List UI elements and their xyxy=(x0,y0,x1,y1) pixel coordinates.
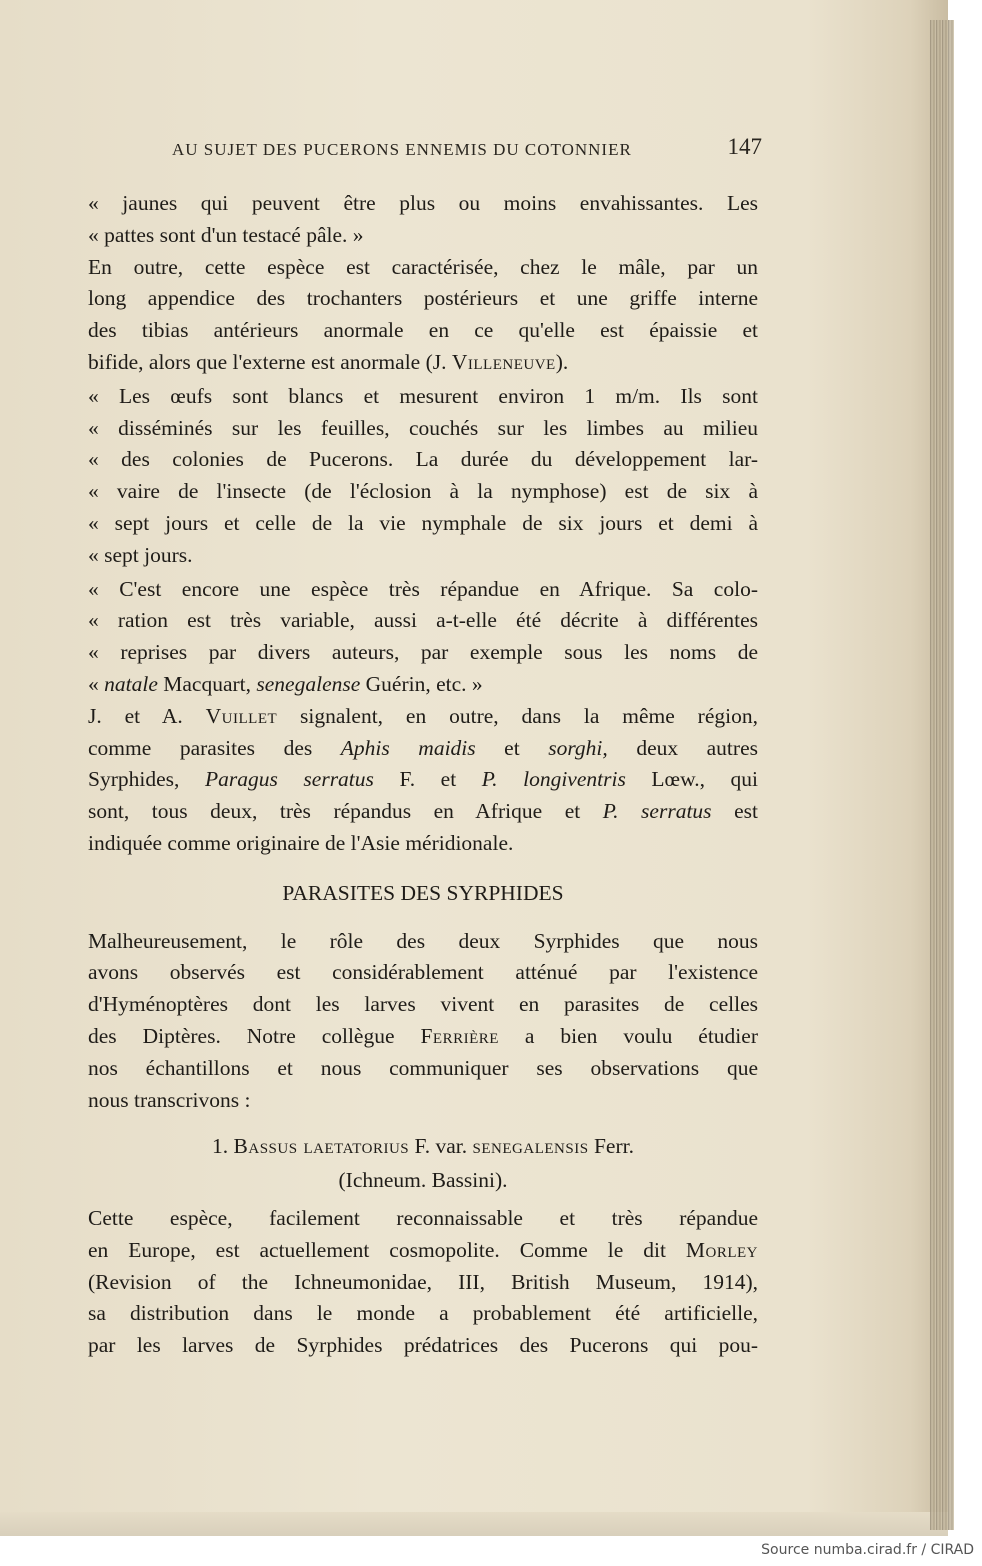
page-number: 147 xyxy=(727,134,762,159)
small-caps-name: Bassus laetatorius xyxy=(233,1134,410,1159)
text-run: En outre, cette espèce est caractérisée, chez le mâle, par un xyxy=(88,254,758,279)
text-line xyxy=(88,444,758,476)
text-run: « sept jours. xyxy=(88,542,193,567)
text-run: « vaire de l'insecte (de l'éclosion à la nymphose) est de six à xyxy=(88,479,758,504)
text-line xyxy=(88,252,758,284)
text-run: sa distribution dans le monde a probablement été artificielle, xyxy=(88,1301,758,1326)
text-line xyxy=(88,796,758,828)
text-line xyxy=(88,1021,758,1053)
text-run: indiquée comme originaire de l'Asie méridionale. xyxy=(88,830,514,855)
text-run: F. et xyxy=(373,767,482,792)
small-caps-name: Villeneuve xyxy=(451,349,556,374)
text-run: d'Hyménoptères dont les larves vivent en parasites de celles xyxy=(88,992,758,1017)
text-run: « xyxy=(88,671,105,696)
text-run: nous transcrivons : xyxy=(88,1087,251,1112)
text-run: « reprises par divers auteurs, par exemple sous les noms de xyxy=(88,640,758,665)
text-run: Ferr. xyxy=(588,1134,634,1159)
text-line xyxy=(88,1267,758,1299)
text-run: (Revision of the Ichneumonidae, III, British Museum, 1914), xyxy=(88,1269,758,1294)
text-line xyxy=(88,381,758,413)
text-line xyxy=(88,283,758,315)
text-run: PARASITES DES SYRPHIDES xyxy=(282,880,564,905)
subsection-heading xyxy=(88,1131,758,1163)
small-caps-name: senegalensis xyxy=(472,1134,589,1159)
text-line xyxy=(88,1330,758,1362)
text-line xyxy=(88,188,758,220)
text-run: et xyxy=(475,735,549,760)
text-run: « C'est encore une espèce très répandue en Afrique. Sa colo- xyxy=(88,576,758,601)
text-run: « ration est très variable, aussi a-t-elle été décrite à différentes xyxy=(88,608,758,633)
small-caps-name: Vuillet xyxy=(205,703,278,728)
source-credit: Source numba.cirad.fr / CIRAD xyxy=(761,1542,974,1558)
text-line xyxy=(88,220,758,252)
italic-text: natale xyxy=(104,671,158,696)
text-run: long appendice des trochanters postérieurs et une griffe interne xyxy=(88,286,758,311)
page-stack-edge xyxy=(930,20,954,1530)
italic-text: P. longiventris xyxy=(481,767,626,792)
small-caps-name: Ferrière xyxy=(420,1023,499,1048)
text-line xyxy=(88,315,758,347)
text-run: Lœw., qui xyxy=(625,767,759,792)
text-run: « sept jours et celle de la vie nymphale de six jours et demi à xyxy=(88,510,758,535)
text-line xyxy=(88,508,758,540)
subsection-subtitle xyxy=(88,1165,758,1197)
text-line xyxy=(88,1203,758,1235)
text-line xyxy=(88,540,758,572)
italic-text: Paragus serratus xyxy=(204,767,374,792)
text-run: a bien voulu étudier xyxy=(498,1023,758,1048)
text-line xyxy=(88,989,758,1021)
text-line xyxy=(88,1053,758,1085)
text-run: comme parasites des xyxy=(88,735,341,760)
text-run: Syrphides, xyxy=(88,767,205,792)
text-line xyxy=(88,733,758,765)
small-caps-name: Morley xyxy=(685,1237,758,1262)
text-run: Malheureusement, le rôle des deux Syrphides que nous xyxy=(88,928,758,953)
text-run: (Ichneum. Bassini). xyxy=(338,1168,508,1193)
text-run: des Diptères. Notre collègue xyxy=(88,1023,421,1048)
text-run: signalent, en outre, dans la même région, xyxy=(277,703,758,728)
text-line xyxy=(88,605,758,637)
text-line xyxy=(88,637,758,669)
text-line xyxy=(88,1085,758,1117)
text-run: 1. xyxy=(212,1134,234,1159)
text-line xyxy=(88,574,758,606)
italic-text: sorghi, xyxy=(548,735,608,760)
italic-text: P. serratus xyxy=(602,799,712,824)
text-run: bifide, alors que l'externe est anormale (J. xyxy=(88,349,452,374)
text-run: « jaunes qui peuvent être plus ou moins envahissantes. Les xyxy=(88,191,758,215)
text-line xyxy=(88,957,758,989)
italic-text: senegalense xyxy=(256,671,361,696)
text-run: par les larves de Syrphides prédatrices des Pucerons qui pou- xyxy=(88,1333,758,1358)
text-run: en Europe, est actuellement cosmopolite. Comme le dit xyxy=(88,1237,686,1262)
text-run: Macquart, xyxy=(157,671,257,696)
text-line xyxy=(88,476,758,508)
text-line xyxy=(88,347,758,379)
text-run: « Les œufs sont blancs et mesurent environ 1 m/m. Ils sont xyxy=(88,383,758,408)
running-head-title: AU SUJET DES PUCERONS ENNEMIS DU COTONNIER xyxy=(172,140,632,159)
text-run: Guérin, etc. » xyxy=(360,671,483,696)
text-run: « disséminés sur les feuilles, couchés sur les limbes au milieu xyxy=(88,415,758,440)
text-run: sont, tous deux, très répandus en Afrique et xyxy=(88,799,603,824)
text-line xyxy=(88,764,758,796)
text-run: « pattes sont d'un testacé pâle. » xyxy=(88,222,364,247)
text-run: nos échantillons et nous communiquer ses observations que xyxy=(88,1055,758,1080)
text-run: avons observés est considérablement atténué par l'existence xyxy=(88,960,758,985)
text-run: des tibias antérieurs anormale en ce qu'elle est épaissie et xyxy=(88,318,758,343)
text-run: F. var. xyxy=(409,1134,473,1159)
text-line xyxy=(88,413,758,445)
text-line xyxy=(88,701,758,733)
text-line xyxy=(88,669,758,701)
text-line xyxy=(88,926,758,958)
text-run: Cette espèce, facilement reconnaissable et très répandue xyxy=(88,1205,758,1230)
text-run: deux autres xyxy=(607,735,758,760)
text-line xyxy=(88,828,758,860)
text-run: J. et A. xyxy=(88,703,206,728)
text-run: « des colonies de Pucerons. La durée du développement lar- xyxy=(88,447,758,472)
italic-text: Aphis maidis xyxy=(340,735,476,760)
text-line xyxy=(88,1298,758,1330)
page-body-text xyxy=(88,188,758,1362)
running-head xyxy=(172,134,762,160)
text-run: ). xyxy=(555,349,569,374)
section-heading xyxy=(88,878,758,910)
page-bottom-edge xyxy=(0,1512,948,1536)
text-line xyxy=(88,1235,758,1267)
text-run: est xyxy=(711,799,758,824)
